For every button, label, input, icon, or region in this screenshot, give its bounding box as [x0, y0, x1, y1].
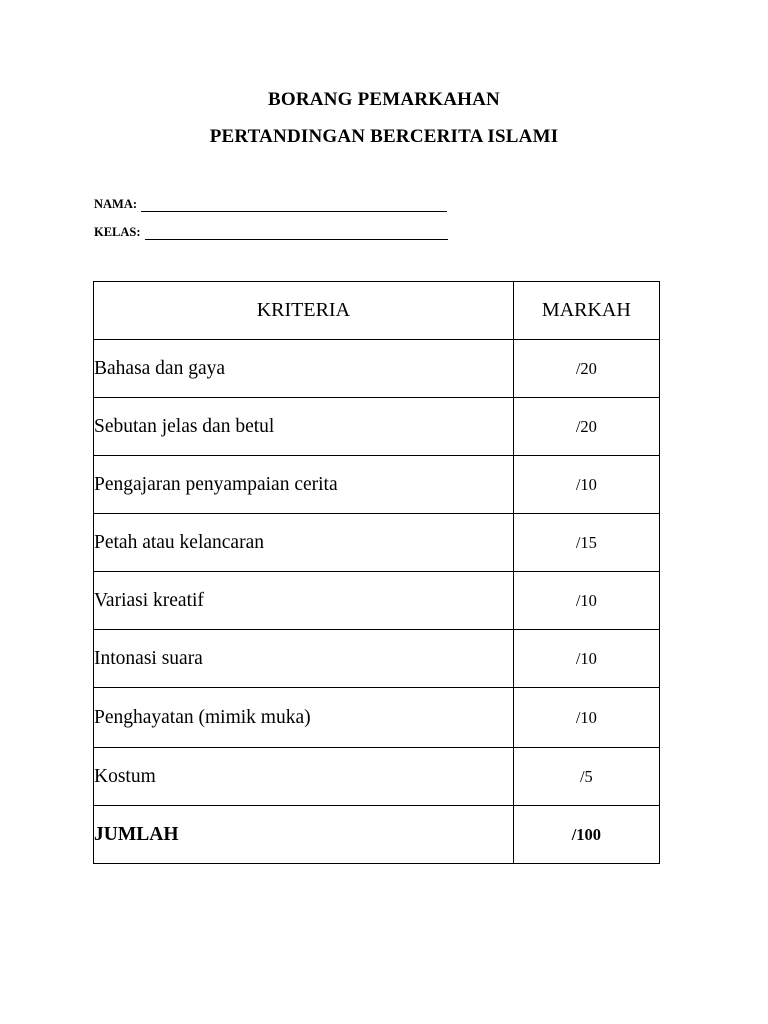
- mark-cell: /20: [513, 398, 659, 456]
- header-kriteria: KRITERIA: [94, 282, 514, 340]
- table-row: [94, 688, 660, 748]
- table-row: [94, 630, 660, 688]
- criteria-cell: Kostum: [94, 748, 514, 806]
- table-row: [94, 514, 660, 572]
- criteria-cell: Bahasa dan gaya: [94, 340, 514, 398]
- mark-cell: /5: [513, 748, 659, 806]
- nama-input-line[interactable]: [141, 199, 447, 212]
- criteria-cell: Penghayatan (mimik muka): [94, 688, 514, 748]
- nama-label: NAMA:: [94, 197, 138, 211]
- table-row: [94, 572, 660, 630]
- total-label: JUMLAH: [94, 806, 514, 864]
- table-row: [94, 340, 660, 398]
- criteria-cell: Pengajaran penyampaian cerita: [94, 456, 514, 514]
- criteria-cell: Variasi kreatif: [94, 572, 514, 630]
- table-total-row: [94, 806, 660, 864]
- mark-cell: /10: [513, 456, 659, 514]
- header-markah: MARKAH: [513, 282, 659, 340]
- mark-cell: /10: [513, 572, 659, 630]
- table-row: [94, 748, 660, 806]
- mark-cell: /20: [513, 340, 659, 398]
- criteria-cell: Intonasi suara: [94, 630, 514, 688]
- table-row: [94, 398, 660, 456]
- total-mark: /100: [513, 806, 659, 864]
- scoring-table: [93, 281, 660, 864]
- form-title: BORANG PEMARKAHAN: [268, 89, 500, 110]
- table-header-row: [94, 282, 660, 340]
- criteria-cell: Petah atau kelancaran: [94, 514, 514, 572]
- mark-cell: /10: [513, 688, 659, 748]
- kelas-field: [94, 225, 448, 240]
- nama-field: [94, 197, 447, 212]
- form-subtitle: PERTANDINGAN BERCERITA ISLAMI: [209, 126, 559, 147]
- table-row: [94, 456, 660, 514]
- mark-cell: /15: [513, 514, 659, 572]
- kelas-label: KELAS:: [94, 225, 141, 239]
- mark-cell: /10: [513, 630, 659, 688]
- criteria-cell: Sebutan jelas dan betul: [94, 398, 514, 456]
- kelas-input-line[interactable]: [145, 227, 448, 240]
